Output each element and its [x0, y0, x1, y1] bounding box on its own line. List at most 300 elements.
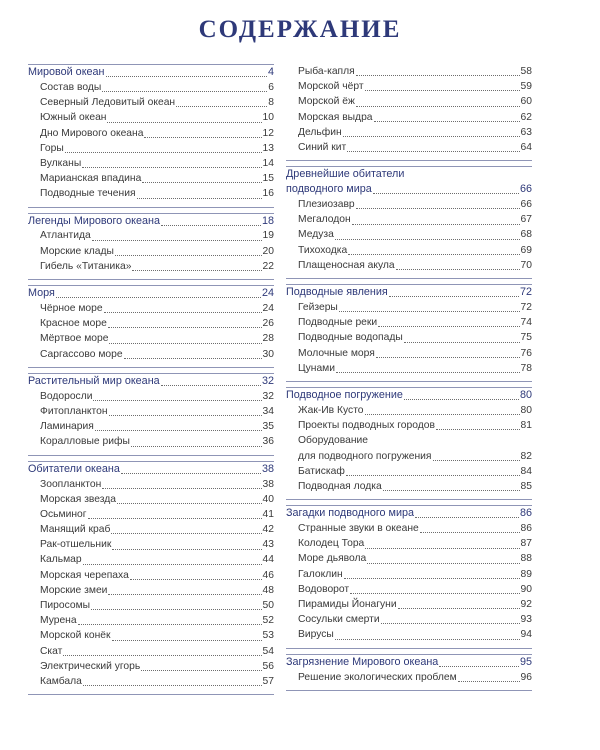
toc-section: [28, 213, 274, 275]
leader-dots: [367, 563, 519, 564]
toc-entry-link[interactable]: [286, 403, 532, 418]
toc-entry-link[interactable]: [286, 582, 532, 597]
entry-page-number: 90: [520, 583, 532, 595]
entry-page-number: 67: [520, 214, 532, 226]
toc-entry-link[interactable]: [28, 316, 274, 331]
entry-page-number: 20: [262, 245, 274, 257]
toc-entry-link[interactable]: [286, 125, 532, 140]
entry-page-number: 50: [262, 600, 274, 612]
entry-page-number: 43: [262, 539, 274, 551]
entry-label: Морская черепаха: [40, 569, 129, 581]
leader-dots: [439, 666, 519, 667]
toc-entry-link[interactable]: [28, 126, 274, 141]
toc-entry-link[interactable]: [28, 171, 274, 186]
toc-entry-link[interactable]: [286, 346, 532, 361]
entry-page-number: 84: [520, 465, 532, 477]
entry-label: Мурена: [40, 615, 77, 627]
toc-entry-link[interactable]: [28, 674, 274, 689]
toc-entry-link[interactable]: [28, 477, 274, 492]
entry-page-number: 58: [520, 65, 532, 77]
toc-entry-link[interactable]: [28, 419, 274, 434]
entry-label: Морские змеи: [40, 584, 108, 596]
toc-entry-link[interactable]: [286, 449, 532, 464]
entry-label: Камбала: [40, 675, 82, 687]
toc-entry-link[interactable]: [28, 331, 274, 346]
toc-entry-link[interactable]: [286, 330, 532, 345]
entry-label: Подводные течения: [40, 188, 136, 200]
toc-entry-link[interactable]: [28, 522, 274, 537]
toc-entry-link[interactable]: [286, 567, 532, 582]
section-title-label: Обитатели океана: [28, 462, 120, 475]
section-title-link[interactable]: [286, 285, 532, 300]
leader-dots: [131, 446, 262, 447]
toc-entry-link[interactable]: [28, 568, 274, 583]
leader-dots: [458, 681, 520, 682]
entry-label: Осьминог: [40, 508, 87, 520]
toc-entry-link[interactable]: [28, 244, 274, 259]
entry-label: Фитопланктон: [40, 405, 108, 417]
entry-label: Решение экологических проблем: [298, 671, 457, 683]
entry-page-number: 76: [520, 347, 532, 359]
entry-label: Гибель «Титаника»: [40, 260, 132, 272]
entry-label: Молочные моря: [298, 347, 375, 359]
leader-dots: [404, 342, 520, 343]
toc-section: [286, 166, 532, 273]
entry-label: Водоворот: [298, 583, 350, 595]
section-title-link[interactable]: [28, 374, 274, 389]
leader-dots: [378, 326, 519, 327]
section-divider: [28, 455, 274, 456]
leader-dots: [350, 593, 519, 594]
leader-dots: [95, 430, 262, 431]
section-title-label: Мировой океан: [28, 66, 105, 78]
entry-label: Синий кит: [298, 141, 347, 153]
entry-label: Морская звезда: [40, 493, 116, 505]
leader-dots: [142, 182, 261, 183]
toc-entry-link[interactable]: [28, 434, 274, 449]
leader-dots: [374, 121, 520, 122]
entry-page-number: 53: [262, 630, 274, 642]
section-title-link[interactable]: [28, 214, 274, 229]
entry-label: Плащеносная акула: [298, 259, 395, 271]
leader-dots: [436, 429, 520, 430]
entry-page-number: 82: [520, 450, 532, 462]
toc-section: [286, 505, 532, 643]
entry-label: Дно Мирового океана: [40, 127, 144, 139]
toc-entry-link[interactable]: [28, 583, 274, 598]
leader-dots: [124, 358, 262, 359]
toc-entry-link[interactable]: [28, 80, 274, 95]
section-page-number: 66: [519, 183, 532, 196]
entry-label: Коралловые рифы: [40, 436, 130, 448]
toc-entry-link[interactable]: [286, 552, 532, 567]
leader-dots: [365, 548, 519, 549]
entry-label: Морской ёж: [298, 96, 355, 108]
entry-page-number: 59: [520, 81, 532, 93]
entry-label: Морской чёрт: [298, 81, 364, 93]
entry-label: Подводные реки: [298, 317, 378, 329]
toc-entry-link[interactable]: [286, 361, 532, 376]
toc-entry-link[interactable]: [28, 537, 274, 552]
entry-page-number: 34: [262, 405, 274, 417]
entry-page-number: 22: [262, 260, 274, 272]
section-divider: [28, 279, 274, 280]
entry-label: Состав воды: [40, 81, 102, 93]
entry-page-number: 6: [268, 81, 274, 93]
entry-label: Пиросомы: [40, 600, 91, 612]
entry-label: Кальмар: [40, 554, 82, 566]
leader-dots: [102, 91, 267, 92]
section-divider: [286, 160, 532, 161]
leader-dots: [420, 532, 520, 533]
leader-dots: [398, 608, 520, 609]
toc-entry-link[interactable]: [286, 243, 532, 258]
toc-entry-link[interactable]: [28, 156, 274, 171]
toc-entry-link[interactable]: [28, 644, 274, 659]
toc-entry-link[interactable]: [286, 670, 532, 685]
leader-dots: [339, 311, 520, 312]
section-page-number: 72: [519, 286, 532, 299]
toc-entry-link[interactable]: [28, 186, 274, 201]
entry-page-number: 48: [262, 584, 274, 596]
entry-page-number: 88: [520, 553, 532, 565]
entry-page-number: 64: [520, 141, 532, 153]
entry-label: Ламинария: [40, 421, 94, 433]
toc-entry-link[interactable]: [286, 627, 532, 642]
leader-dots: [373, 193, 519, 194]
entry-label: Жак-Ив Кусто: [298, 404, 364, 416]
leader-dots: [56, 297, 261, 298]
entry-label: Колодец Тора: [298, 538, 365, 550]
entry-label: Морская выдра: [298, 111, 373, 123]
entry-label: Проекты подводных городов: [298, 420, 435, 432]
section-title-link[interactable]: [28, 65, 274, 80]
leader-dots: [102, 488, 261, 489]
leader-dots: [108, 327, 262, 328]
entry-page-number: 68: [520, 229, 532, 241]
section-divider: [28, 367, 274, 368]
leader-dots: [106, 76, 267, 77]
entry-page-number: 78: [520, 362, 532, 374]
toc-entry-link[interactable]: [28, 229, 274, 244]
entry-label: Странные звуки в океане: [298, 523, 419, 535]
leader-dots: [82, 167, 261, 168]
toc-entry-link[interactable]: [286, 464, 532, 479]
leader-dots: [381, 623, 520, 624]
toc-entry-link[interactable]: [28, 95, 274, 110]
page-title: СОДЕРЖАНИЕ: [198, 16, 402, 43]
entry-label: Чёрное море: [40, 303, 103, 315]
leader-dots: [343, 136, 520, 137]
toc-section: [286, 64, 532, 155]
entry-page-number: 40: [262, 493, 274, 505]
toc-entry-link[interactable]: [286, 140, 532, 155]
entry-label: Подводная лодка: [298, 480, 382, 492]
section-page-number: 86: [519, 507, 532, 520]
entry-page-number: 12: [262, 127, 274, 139]
toc-entry-link[interactable]: [28, 389, 274, 404]
entry-label: Медуза: [298, 229, 334, 241]
leader-dots: [111, 533, 261, 534]
entry-page-number: 13: [262, 142, 274, 154]
leader-dots: [107, 122, 261, 123]
leader-dots: [365, 414, 520, 415]
section-divider: [286, 648, 532, 649]
entry-page-number: 26: [262, 318, 274, 330]
entry-page-number: 72: [520, 302, 532, 314]
entry-page-number: 32: [262, 390, 274, 402]
entry-page-number: 60: [520, 96, 532, 108]
entry-page-number: 86: [520, 523, 532, 535]
toc-entry-link[interactable]: [28, 347, 274, 362]
leader-dots: [78, 624, 262, 625]
leader-dots: [161, 225, 261, 226]
entry-page-number: 62: [520, 111, 532, 123]
toc-entry-link[interactable]: [286, 612, 532, 627]
leader-dots: [389, 296, 519, 297]
leader-dots: [396, 269, 520, 270]
toc-entry-link[interactable]: [28, 659, 274, 674]
leader-dots: [365, 90, 520, 91]
toc-entry-link[interactable]: [28, 613, 274, 628]
toc-right-column: [286, 64, 532, 696]
entry-label: Северный Ледовитый океан: [40, 97, 176, 109]
toc-entry-link[interactable]: [286, 110, 532, 125]
leader-dots: [356, 75, 520, 76]
section-title-link[interactable]: [286, 506, 532, 521]
section-title-label: Подводные явления: [286, 286, 388, 299]
entry-page-number: 66: [520, 199, 532, 211]
entry-page-number: 38: [262, 478, 274, 490]
entry-label: Зоопланктон: [40, 478, 102, 490]
section-divider: [286, 690, 532, 691]
entry-page-number: 8: [268, 97, 274, 109]
leader-dots: [176, 106, 267, 107]
toc-section: [286, 654, 532, 685]
entry-page-number: 74: [520, 317, 532, 329]
section-page-number: 95: [519, 655, 532, 668]
leader-dots: [141, 670, 261, 671]
entry-page-number: 52: [262, 615, 274, 627]
entry-page-number: 46: [262, 569, 274, 581]
leader-dots: [91, 609, 261, 610]
entry-page-number: 24: [262, 303, 274, 315]
entry-page-number: 36: [262, 436, 274, 448]
entry-label: Пирамиды Йонагуни: [298, 599, 397, 611]
entry-label: Мёртвое море: [40, 333, 109, 345]
entry-page-number: 16: [262, 188, 274, 200]
section-page-number: 32: [261, 374, 274, 387]
toc-entry-link[interactable]: [286, 521, 532, 536]
toc-section: [286, 284, 532, 376]
toc-section: [28, 461, 274, 690]
leader-dots: [83, 564, 262, 565]
section-page-number: 24: [261, 287, 274, 300]
toc-section: [28, 285, 274, 362]
section-title-label: Загрязнение Мирового океана: [286, 655, 439, 668]
leader-dots: [117, 503, 262, 504]
leader-dots: [376, 357, 520, 358]
entry-label: Скат: [40, 645, 63, 657]
entry-label: Цунами: [298, 362, 336, 374]
entry-label: Дельфин: [298, 126, 342, 138]
toc-section: [28, 373, 274, 450]
toc-entry-link[interactable]: [286, 258, 532, 273]
section-title-link[interactable]: [286, 167, 532, 197]
leader-dots: [115, 255, 262, 256]
entry-page-number: 35: [262, 421, 274, 433]
section-divider: [28, 694, 274, 695]
section-title-label: Загадки подводного мира: [286, 507, 415, 520]
section-title-link[interactable]: [286, 655, 532, 670]
section-title-link[interactable]: [286, 388, 532, 403]
entry-label: Вирусы: [298, 629, 334, 641]
toc-entry-link[interactable]: [286, 418, 532, 433]
leader-dots: [383, 490, 520, 491]
entry-page-number: 94: [520, 629, 532, 641]
section-title-link[interactable]: [28, 286, 274, 301]
entry-label: Гейзеры: [298, 302, 338, 314]
entry-page-number: 41: [262, 508, 274, 520]
leader-dots: [352, 224, 520, 225]
toc-entry-link[interactable]: [286, 536, 532, 551]
leader-dots: [433, 460, 520, 461]
entry-page-number: 87: [520, 538, 532, 550]
toc-entry-link[interactable]: [286, 94, 532, 109]
entry-label: Морской конёк: [40, 630, 111, 642]
section-divider: [286, 499, 532, 500]
entry-page-number: 63: [520, 126, 532, 138]
toc-section: [286, 387, 532, 494]
leader-dots: [161, 385, 261, 386]
toc-entry-link[interactable]: [28, 110, 274, 125]
toc-entry-link[interactable]: [28, 301, 274, 316]
section-divider: [28, 207, 274, 208]
entry-label: Водоросли: [40, 390, 93, 402]
leader-dots: [63, 655, 261, 656]
leader-dots: [356, 208, 520, 209]
leader-dots: [346, 475, 520, 476]
toc-entry-link[interactable]: [28, 492, 274, 507]
toc-entry-link[interactable]: [28, 141, 274, 156]
leader-dots: [356, 106, 520, 107]
entry-page-number: 80: [520, 404, 532, 416]
section-divider: [286, 381, 532, 382]
toc-entry-link[interactable]: [28, 553, 274, 568]
leader-dots: [109, 415, 262, 416]
entry-page-number: 96: [520, 671, 532, 683]
section-title-line: Древнейшие обитатели: [286, 168, 405, 181]
entry-label: для подводного погружения: [298, 450, 432, 462]
entry-page-number: 92: [520, 599, 532, 611]
entry-page-number: 54: [262, 645, 274, 657]
toc-entry-link[interactable]: [286, 79, 532, 94]
toc-section: [28, 64, 274, 202]
leader-dots: [404, 399, 519, 400]
entry-page-number: 42: [262, 524, 274, 536]
leader-dots: [335, 239, 520, 240]
toc-entry-link[interactable]: [286, 197, 532, 212]
leader-dots: [83, 685, 262, 686]
toc-entry-link[interactable]: [286, 597, 532, 612]
entry-page-number: 14: [262, 157, 274, 169]
toc-entry-link[interactable]: [286, 479, 532, 494]
leader-dots: [415, 517, 519, 518]
leader-dots: [108, 594, 261, 595]
entry-page-number: 93: [520, 614, 532, 626]
entry-page-number: 85: [520, 480, 532, 492]
toc-entry-link[interactable]: [28, 404, 274, 419]
entry-label: Атлантида: [40, 230, 91, 242]
entry-page-number: 69: [520, 244, 532, 256]
leader-dots: [88, 518, 262, 519]
entry-page-number: 57: [262, 675, 274, 687]
toc-entry-link[interactable]: [286, 212, 532, 227]
entry-label: Рыба-капля: [298, 65, 355, 77]
leader-dots: [348, 254, 519, 255]
leader-dots: [65, 152, 262, 153]
section-page-number: 38: [261, 462, 274, 475]
section-page-number: 18: [261, 214, 274, 227]
entry-page-number: 89: [520, 568, 532, 580]
entry-label: Подводные водопады: [298, 332, 403, 344]
leader-dots: [112, 549, 261, 550]
entry-label: Батискаф: [298, 465, 345, 477]
entry-label: Саргассово море: [40, 348, 123, 360]
entry-label: Вулканы: [40, 157, 82, 169]
entry-label: Морские клады: [40, 245, 114, 257]
leader-dots: [112, 640, 262, 641]
entry-page-number: 19: [262, 230, 274, 242]
section-title-link[interactable]: [28, 462, 274, 477]
section-title-label: Легенды Мирового океана: [28, 214, 161, 227]
toc-entry-line: Оборудование: [298, 435, 369, 447]
section-divider: [286, 278, 532, 279]
section-title-row: [286, 182, 532, 197]
leader-dots: [104, 312, 262, 313]
leader-dots: [121, 473, 261, 474]
entry-label: Южный океан: [40, 112, 107, 124]
section-page-number: 4: [267, 66, 274, 78]
entry-page-number: 30: [262, 348, 274, 360]
leader-dots: [132, 270, 261, 271]
toc-entry-link[interactable]: [286, 228, 532, 243]
toc-entry-link[interactable]: [286, 300, 532, 315]
leader-dots: [93, 400, 261, 401]
toc-entry-link[interactable]: [28, 628, 274, 643]
entry-label: Красное море: [40, 318, 107, 330]
toc-entry-link[interactable]: [28, 259, 274, 274]
toc-entry-link[interactable]: [28, 598, 274, 613]
leader-dots: [335, 639, 520, 640]
entry-page-number: 56: [262, 660, 274, 672]
toc-entry-link[interactable]: [286, 64, 532, 79]
leader-dots: [347, 151, 519, 152]
entry-label: Сосульки смерти: [298, 614, 380, 626]
leader-dots: [109, 343, 261, 344]
toc-entry-link[interactable]: [286, 315, 532, 330]
section-title-label: Подводное погружение: [286, 389, 403, 401]
entry-label: Электрический угорь: [40, 660, 141, 672]
entry-label: Манящий краб: [40, 524, 111, 536]
entry-label: Плезиозавр: [298, 199, 355, 211]
entry-label: Горы: [40, 142, 64, 154]
toc-entry-link[interactable]: [28, 507, 274, 522]
toc-left-column: [28, 64, 274, 700]
entry-page-number: 81: [520, 420, 532, 432]
leader-dots: [130, 579, 262, 580]
entry-label: Галоклин: [298, 568, 343, 580]
